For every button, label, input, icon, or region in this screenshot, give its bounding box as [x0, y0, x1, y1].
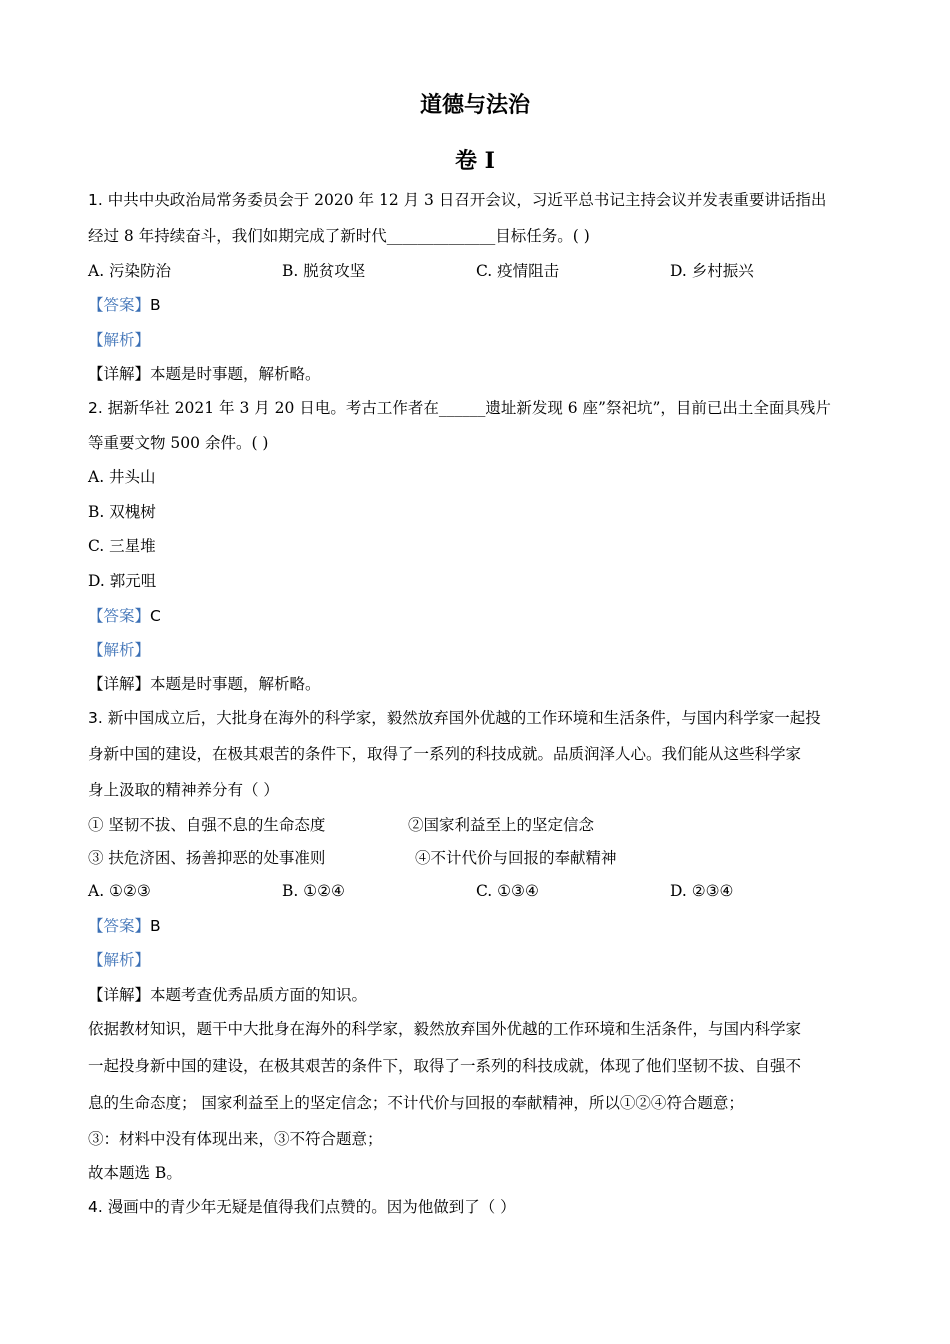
question-1-answer: [88, 294, 161, 316]
question-4-line-1: [88, 1196, 516, 1218]
question-3-line-3: 身上汲取的精神养分有（ ）: [88, 781, 279, 799]
question-3-answer: [88, 915, 161, 937]
question-2-option-c: C. 三星堆: [88, 537, 156, 555]
question-1-number: 1.: [88, 191, 103, 209]
question-3-explanation-3: 息的生命态度； 国家利益至上的坚定信念；不计代价与回报的奉献精神，所以①②④符合题意；: [88, 1094, 744, 1112]
question-3-explanation-4: ③：材料中没有体现出来，③不符合题意；: [88, 1130, 383, 1148]
question-3-line-1: [88, 707, 821, 729]
question-1-option-b: B. 脱贫攻坚: [282, 262, 366, 280]
question-4-number: 4.: [88, 1198, 103, 1216]
question-3-explanation-1: 依据教材知识，题干中大批身在海外的科学家，毅然放弃国外优越的工作环境和生活条件，与国内科学家: [88, 1020, 802, 1038]
document-title: 道德与法治: [419, 92, 530, 118]
question-1-option-c: C. 疫情阻击: [476, 262, 560, 280]
question-2-option-d: D. 郭元咀: [88, 572, 157, 590]
answer-tag: 【答案】: [88, 917, 151, 935]
question-3-option-c: C. ①③④: [476, 882, 539, 900]
question-1-text: 中共中央政治局常务委员会于 2020 年 12 月 3 日召开会议，习近平总书记主持会议并发表重要讲话指出: [107, 191, 827, 209]
question-1-line-2: 经过 8 年持续奋斗，我们如期完成了新时代______________目标任务。( ): [88, 227, 590, 245]
question-2-option-a: A. 井头山: [88, 468, 156, 486]
answer-tag: 【答案】: [88, 296, 151, 314]
question-2-option-b: B. 双槐树: [88, 503, 156, 521]
question-3-option-d: D. ②③④: [670, 882, 734, 900]
answer-value: B: [150, 296, 161, 314]
question-3-option-b: B. ①②④: [282, 882, 345, 900]
question-2-number: 2.: [88, 399, 103, 417]
question-1-detail: 【详解】本题是时事题，解析略。: [88, 365, 321, 383]
question-2-detail: 【详解】本题是时事题，解析略。: [88, 675, 321, 693]
question-1-option-d: D. 乡村振兴: [670, 262, 754, 280]
question-3-choice-1: ① 坚韧不拔、自强不息的生命态度: [88, 816, 326, 834]
answer-value: C: [150, 607, 161, 625]
question-2-text: 据新华社 2021 年 3 月 20 日电。考古工作者在______遗址新发现 6 座”祭祀坑”，目前已出土全面具残片: [107, 399, 831, 417]
question-1-option-a: A. 污染防治: [88, 262, 172, 280]
question-2-line-1: [88, 397, 831, 419]
question-3-choice-2: ②国家利益至上的坚定信念: [408, 816, 595, 834]
question-3-choice-3: ③ 扶危济困、扬善抑恶的处事准则: [88, 849, 326, 867]
question-3-option-a: A. ①②③: [88, 882, 151, 900]
section-title: 卷 I: [455, 148, 495, 174]
question-1-line-1: [88, 189, 826, 211]
question-2-analysis-tag: 【解析】: [88, 641, 151, 659]
question-3-explanation-5: 故本题选 B。: [88, 1164, 182, 1182]
question-3-number: 3.: [88, 709, 103, 727]
question-3-text: 新中国成立后，大批身在海外的科学家，毅然放弃国外优越的工作环境和生活条件，与国内科学家一起投: [107, 709, 821, 727]
question-3-choice-4: ④不计代价与回报的奉献精神: [415, 849, 617, 867]
question-2-line-2: 等重要文物 500 余件。( ): [88, 434, 269, 452]
question-4-text: 漫画中的青少年无疑是值得我们点赞的。因为他做到了（ ）: [107, 1198, 516, 1216]
question-3-detail: 【详解】本题考查优秀品质方面的知识。: [88, 986, 368, 1004]
question-3-explanation-2: 一起投身新中国的建设，在极其艰苦的条件下，取得了一系列的科技成就，体现了他们坚韧不拔、自强不: [88, 1057, 802, 1075]
question-3-line-2: 身新中国的建设，在极其艰苦的条件下，取得了一系列的科技成就。品质润泽人心。我们能从这些科学家: [88, 745, 802, 763]
question-2-answer: [88, 605, 161, 627]
question-1-analysis-tag: 【解析】: [88, 331, 151, 349]
answer-value: B: [150, 917, 161, 935]
answer-tag: 【答案】: [88, 607, 151, 625]
question-3-analysis-tag: 【解析】: [88, 951, 151, 969]
